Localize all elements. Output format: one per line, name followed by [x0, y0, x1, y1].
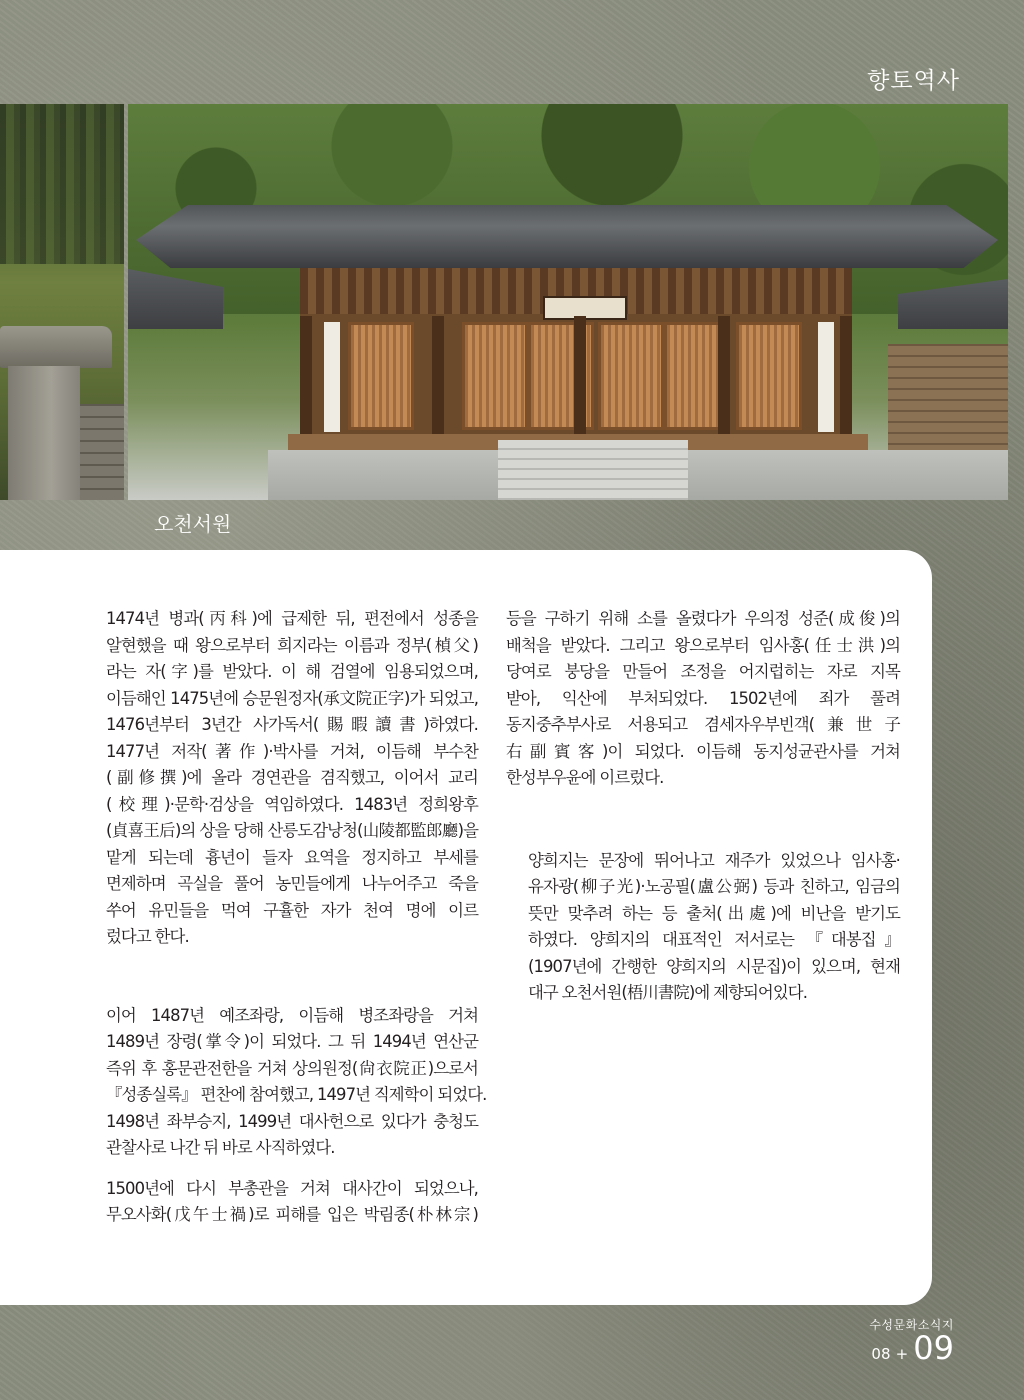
photo-pillar — [300, 316, 312, 440]
text-line: 면제하며 곡실을 풀어 농민들에게 나누어주고 죽을 — [106, 874, 478, 893]
text-line: (校理)·문학·검상을 역임하였다. 1483년 정희왕후 — [106, 794, 478, 814]
magazine-name: 수성문화소식지 — [869, 1318, 954, 1332]
photo-pillar — [432, 316, 444, 440]
text-line: 뜻만 맞추려 하는 등 출처(出處)에 비난을 받기도 — [528, 903, 900, 923]
text-line: 『성종실록』 편찬에 참여했고, 1497년 직제학이 되었다. — [106, 1085, 487, 1104]
photo-wall-panel — [324, 322, 340, 432]
paragraph — [506, 848, 900, 1007]
paragraph — [506, 606, 900, 792]
text-line: 양희지는 문장에 뛰어나고 재주가 있었으나 임사홍· — [528, 850, 900, 870]
photo-trees — [0, 104, 124, 264]
text-line: 등을 구하기 위해 소를 올렸다가 우의정 성준(成俊)의 — [506, 609, 900, 628]
photo-door — [462, 322, 528, 430]
photo-door — [598, 322, 664, 430]
text-line: (1907년에 간행한 양희지의 시문집)이 있으며, 현재 — [528, 956, 900, 976]
text-line: 1477년 저작(著作)·박사를 거쳐, 이듬해 부수찬 — [106, 741, 478, 761]
text-line: 하였다. 양희지의 대표적인 저서로는 『대봉집』 — [528, 930, 900, 949]
text-line: 1474년 병과(丙科)에 급제한 뒤, 편전에서 성종을 — [106, 609, 478, 628]
paragraph — [84, 1003, 487, 1162]
text-line: (副修撰)에 올라 경연관을 겸직했고, 이어서 교리 — [106, 768, 478, 787]
photo-wall-panel — [818, 322, 834, 432]
text-line: 이어 1487년 예조좌랑, 이듬해 병조좌랑을 거쳐 — [106, 1005, 478, 1025]
text-line: 동지중추부사로 서용되고 겸세자우부빈객(兼世子 — [506, 715, 900, 734]
text-line: 즉위 후 홍문관전한을 거쳐 상의원정(尙衣院正)으로서 — [106, 1058, 478, 1078]
photo-mud-wall — [888, 344, 1008, 454]
page-footer — [869, 1316, 954, 1367]
text-line: 대구 오천서원(梧川書院)에 제향되어있다. — [528, 983, 808, 1002]
text-line: 라는 자(字)를 받았다. 이 해 검열에 임용되었으며, — [106, 662, 478, 681]
paragraph — [84, 1176, 478, 1229]
page-number-left: 08 — [871, 1345, 891, 1363]
text-line: 右副賓客)이 되었다. 이듬해 동지성균관사를 거쳐 — [506, 741, 900, 761]
text-line: 이듬해인 1475년에 승문원정자(承文院正字)가 되었고, — [106, 688, 478, 708]
text-line: 무오사화(戊午士禍)로 피해를 입은 박림종(朴林宗) — [106, 1205, 478, 1224]
photo-stairs — [498, 440, 688, 500]
photo-pillar — [718, 316, 730, 440]
photo-door — [736, 322, 802, 430]
photo-ocheon-seowon — [128, 104, 1008, 500]
text-line: 관찰사로 나간 뒤 바로 사직하였다. — [106, 1138, 335, 1157]
photo-pillar — [574, 316, 586, 440]
text-line: 유자광(柳子光)·노공필(盧公弼) 등과 친하고, 임금의 — [528, 877, 900, 896]
page-number-right: 09 — [913, 1329, 954, 1367]
stone-wall — [80, 404, 124, 500]
text-line: 맡게 되는데 흉년이 들자 요역을 정지하고 부세를 — [106, 847, 478, 867]
stele-cap — [0, 326, 112, 368]
photo-left-stele — [0, 104, 124, 500]
text-line: 1476년부터 3년간 사가독서(賜暇讀書)하였다. — [106, 715, 478, 734]
paragraph — [84, 606, 478, 951]
text-line: 렀다고 한다. — [106, 927, 189, 946]
stele-body — [8, 366, 80, 500]
column-right — [506, 606, 900, 1007]
column-left — [84, 606, 487, 1229]
text-line: 배척을 받았다. 그리고 왕으로부터 임사홍(任士洪)의 — [506, 635, 900, 655]
photo-caption: 오천서원 — [154, 512, 232, 536]
page-separator: + — [895, 1345, 909, 1363]
text-line: (貞喜王后)의 상을 당해 산릉도감낭청(山陵都監郎廳)을 — [106, 821, 478, 840]
photo-door — [348, 322, 414, 430]
photo-main-roof — [136, 198, 998, 268]
text-line: 한성부우윤에 이르렀다. — [506, 768, 664, 787]
text-line: 알현했을 때 왕으로부터 희지라는 이름과 정부(楨父) — [106, 635, 478, 655]
text-line: 받아, 익산에 부처되었다. 1502년에 죄가 풀려 — [506, 688, 900, 708]
text-line: 1498년 좌부승지, 1499년 대사헌으로 있다가 충청도 — [106, 1111, 478, 1131]
text-line: 쑤어 유민들을 먹여 구휼한 자가 천여 명에 이르 — [106, 900, 478, 920]
section-tag: 향토역사 — [867, 68, 960, 94]
text-line: 당여로 붕당을 만들어 조정을 어지럽히는 자로 지목 — [506, 662, 900, 681]
photo-pillar — [840, 316, 852, 440]
text-line: 1500년에 다시 부총관을 거쳐 대사간이 되었으나, — [106, 1178, 478, 1198]
text-line: 1489년 장령(掌令)이 되었다. 그 뒤 1494년 연산군 — [106, 1032, 478, 1051]
